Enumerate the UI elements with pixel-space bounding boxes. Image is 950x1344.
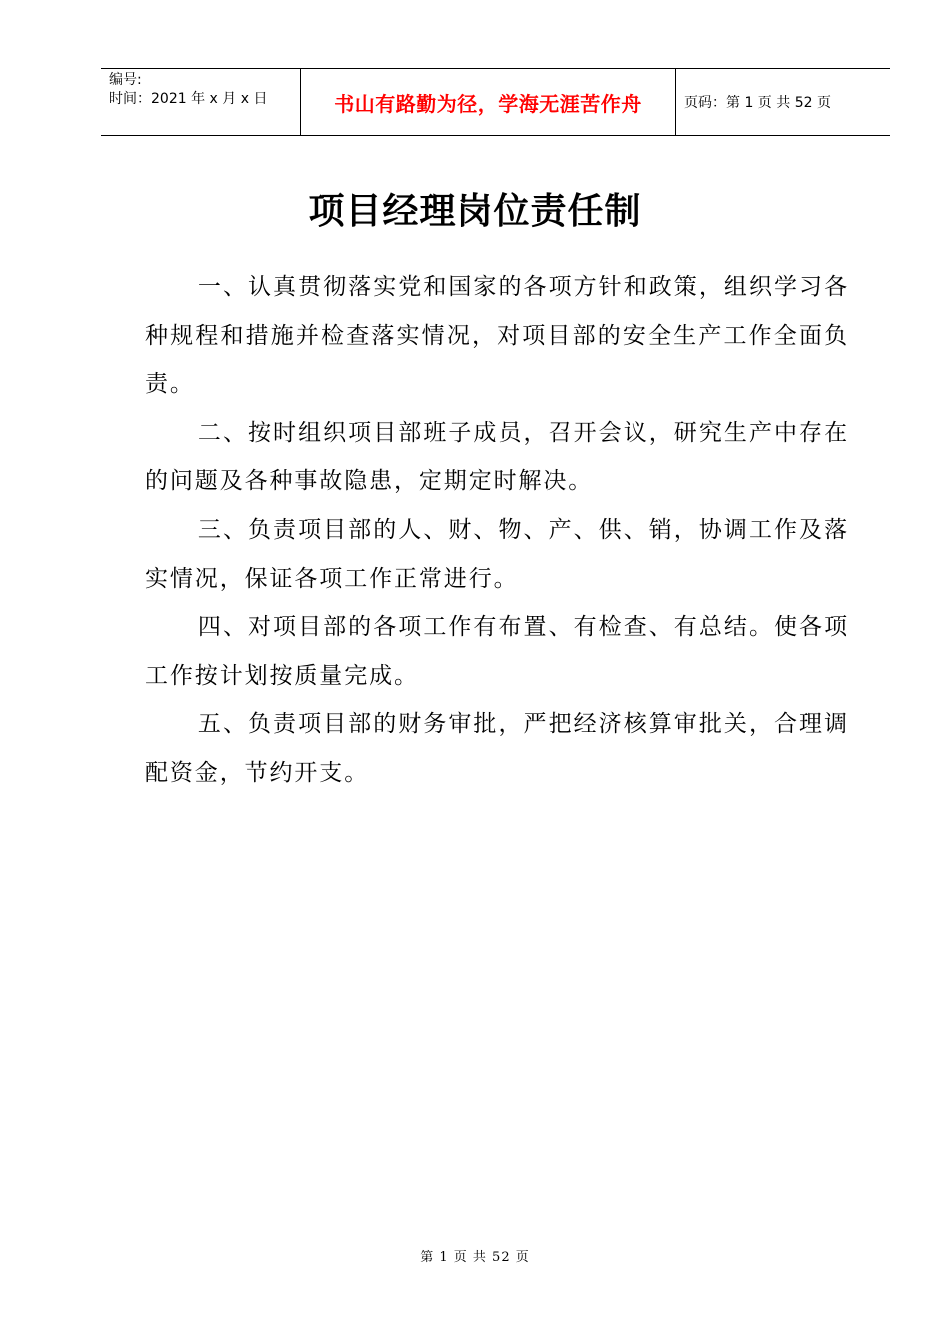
page-footer: 第 1 页 共 52 页 [420, 1250, 530, 1265]
paragraph: 二、按时组织项目部班子成员，召开会议，研究生产中存在的问题及各种事故隐患，定期定时解决。 [145, 419, 849, 495]
document-body [145, 263, 849, 798]
header-meta-cell [101, 69, 301, 135]
paragraph: 三、负责项目部的人、财、物、产、供、销，协调工作及落实情况，保证各项工作正常进行。 [145, 516, 849, 592]
paragraph: 五、负责项目部的财务审批，严把经济核算审批关，合理调配资金，节约开支。 [145, 711, 849, 786]
paragraph: 一、认真贯彻落实党和国家的各项方针和政策，组织学习各种规程和措施并检查落实情况，对项目部的安全生产工作全面负责。 [145, 274, 849, 398]
header-motto: 书山有路勤为径，学海无涯苦作舟 [301, 69, 676, 135]
document-time-label: 时间：2021 年 x 月 x 日 [109, 91, 268, 107]
document-title: 项目经理岗位责任制 [308, 190, 642, 232]
header-page-info: 页码：第 1 页 共 52 页 [684, 95, 831, 111]
document-number-label: 编号: [109, 72, 142, 88]
header-table [101, 68, 890, 136]
paragraph: 四、对项目部的各项工作有布置、有检查、有总结。使各项工作按计划按质量完成。 [145, 614, 849, 689]
